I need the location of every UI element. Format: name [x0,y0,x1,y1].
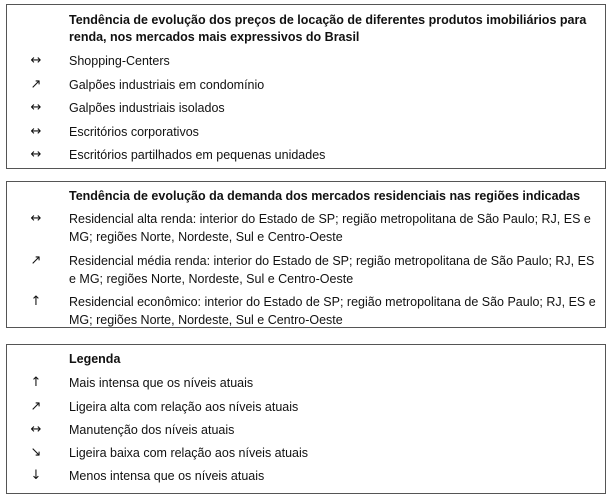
horizontal-double-arrow-icon: ↔ [30,124,42,139]
legend-item-label: Menos intensa que os níveis atuais [69,469,265,483]
list-item-label: Escritórios corporativos [69,125,199,139]
legend-item-label: Ligeira alta com relação aos níveis atuais [69,400,299,414]
list-item-label: Residencial média renda: interior do Estado de SP; região metropolitana de São Paulo; RJ, ES e MG; regiões Norte, Nordeste, Sul e Centro-Oeste [69,254,595,286]
legend-title: Legenda [69,352,121,366]
rental-trends-title: Tendência de evolução dos preços de locação de diferentes produtos imobiliários para renda, nos mercados mais expressivos do Brasil [69,13,587,44]
list-item-label: Shopping-Centers [69,54,170,68]
up-arrow-icon: ↑ [30,294,42,309]
rental-trends-panel [6,4,606,169]
list-item-label: Escritórios partilhados em pequenas unidades [69,148,326,162]
horizontal-double-arrow-icon: ↔ [30,53,42,68]
horizontal-double-arrow-icon: ↔ [30,422,42,437]
legend-item-label: Mais intensa que os níveis atuais [69,376,254,390]
up-right-arrow-icon: ↗ [30,253,42,268]
residential-demand-title: Tendência de evolução da demanda dos mercados residenciais nas regiões indicadas [69,189,581,203]
down-arrow-icon: ↓ [30,468,42,483]
horizontal-double-arrow-icon: ↔ [30,100,42,115]
down-right-arrow-icon: ↘ [30,445,42,460]
list-item-label: Galpões industriais em condomínio [69,78,265,92]
up-right-arrow-icon: ↗ [30,399,42,414]
legend-panel [6,344,606,494]
list-item-label: Residencial econômico: interior do Estado de SP; região metropolitana de São Paulo; RJ, ES e MG; regiões Norte, Nordeste, Sul e Centro-Oeste [69,295,596,327]
legend-item-label: Manutenção dos níveis atuais [69,423,235,437]
up-right-arrow-icon: ↗ [30,77,42,92]
list-item-label: Galpões industriais isolados [69,101,225,115]
legend-item-label: Ligeira baixa com relação aos níveis atuais [69,446,309,460]
horizontal-double-arrow-icon: ↔ [30,211,42,226]
up-arrow-icon: ↑ [30,375,42,390]
horizontal-double-arrow-icon: ↔ [30,147,42,162]
residential-demand-panel [6,181,606,328]
list-item-label: Residencial alta renda: interior do Estado de SP; região metropolitana de São Paulo; RJ, ES e MG; regiões Norte, Nordeste, Sul e Centro-Oeste [69,212,591,244]
